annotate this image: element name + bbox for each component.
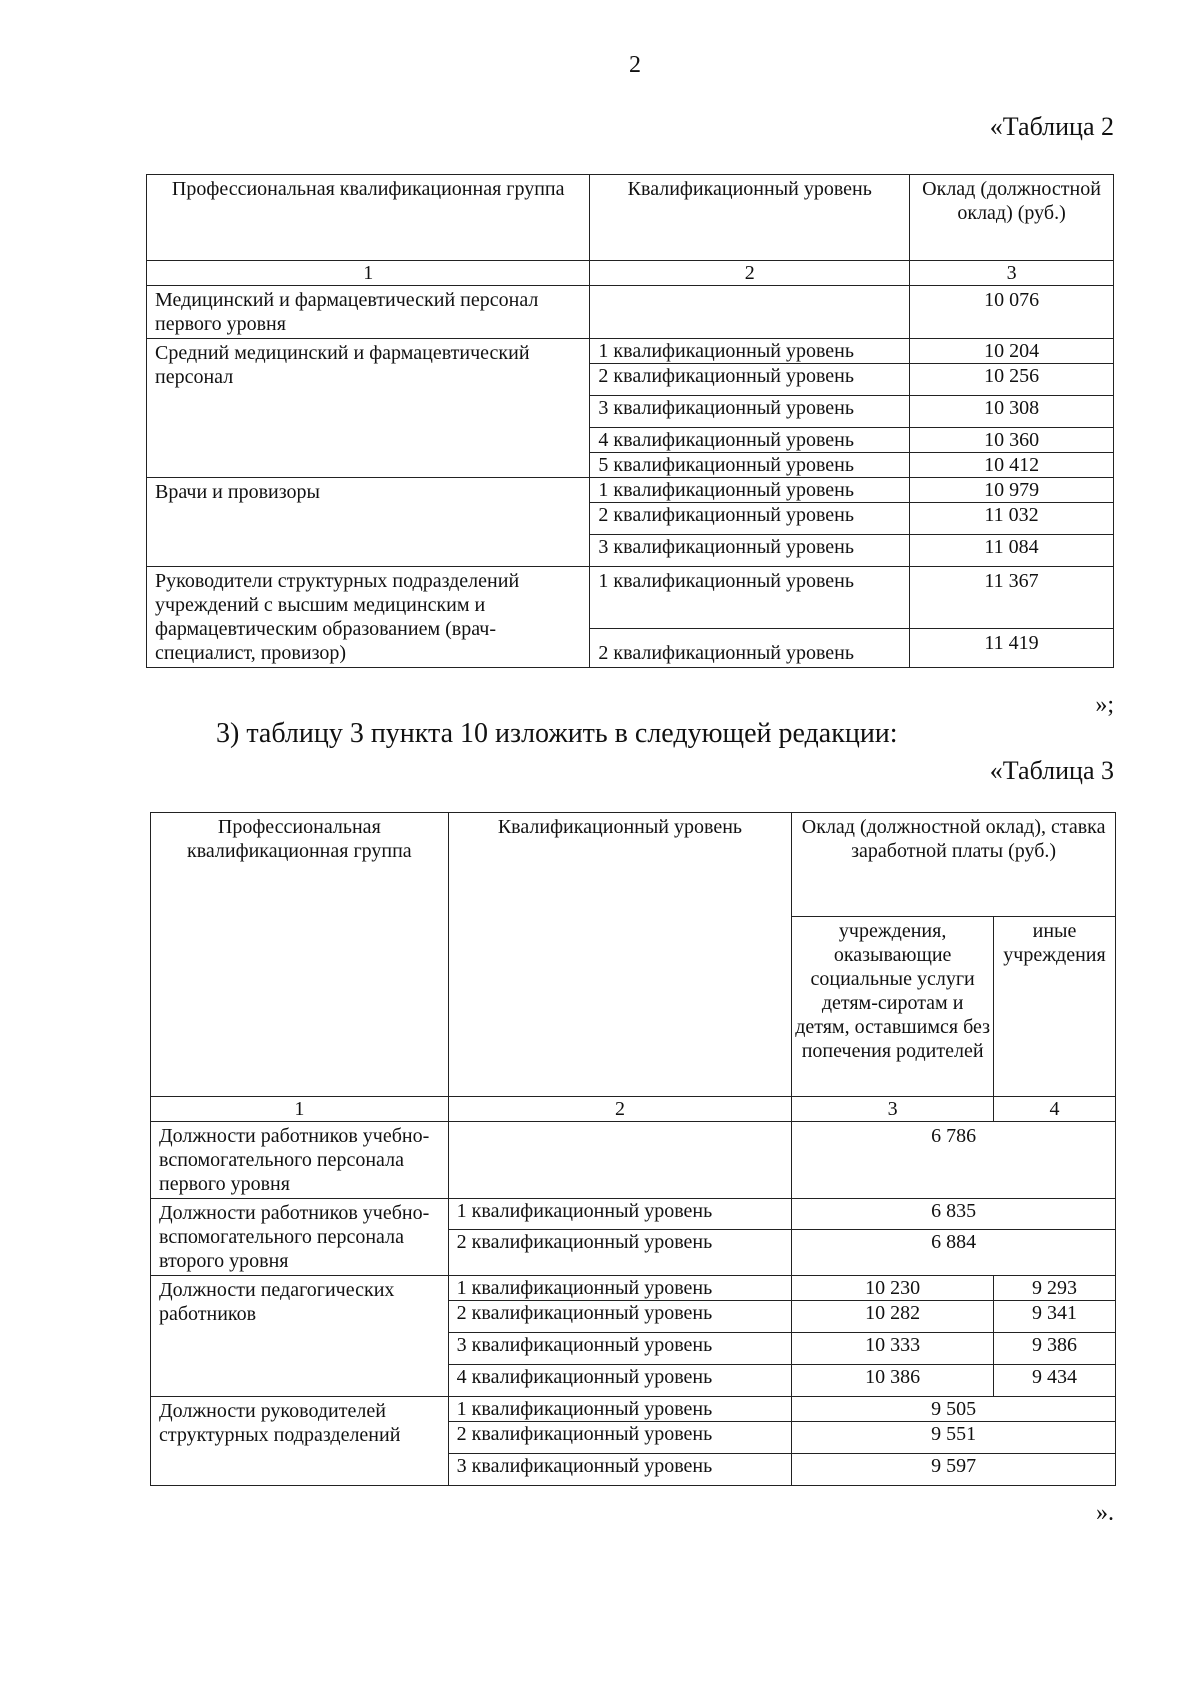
t2-level: 5 квалификационный уровень — [590, 453, 910, 478]
t3-salary-other: 9 293 — [994, 1276, 1116, 1301]
table3-closing: ». — [1096, 1500, 1114, 1526]
page-number: 2 — [629, 52, 641, 78]
t3-group-name: Должности педагогических работников — [151, 1276, 449, 1397]
t2-level — [590, 286, 910, 339]
t3-salary-other: 9 386 — [994, 1333, 1116, 1365]
t3-header-group: Профессиональная квалификационная группа — [151, 813, 449, 1097]
t3-group-name: Должности работников учебно-вспомогательного персонала первого уровня — [151, 1122, 449, 1199]
t2-level: 1 квалификационный уровень — [590, 478, 910, 503]
t2-colnum: 2 — [590, 261, 910, 286]
t3-header-sub2: иные учреждения — [994, 917, 1116, 1097]
t3-salary-social: 10 282 — [792, 1301, 994, 1333]
t2-group-name: Медицинский и фармацевтический персонал первого уровня — [147, 286, 590, 339]
t2-level: 1 квалификационный уровень — [590, 567, 910, 629]
t3-salary: 9 551 — [792, 1422, 1116, 1454]
instruction-text: 3) таблицу 3 пункта 10 изложить в следующей редакции: — [216, 718, 898, 749]
t2-level: 2 квалификационный уровень — [590, 503, 910, 535]
t2-level: 4 квалификационный уровень — [590, 428, 910, 453]
t2-level: 1 квалификационный уровень — [590, 339, 910, 364]
t3-salary-social: 10 386 — [792, 1365, 994, 1397]
t2-salary: 10 979 — [910, 478, 1114, 503]
t3-colnum: 4 — [994, 1097, 1116, 1122]
t3-colnum: 1 — [151, 1097, 449, 1122]
t2-colnum: 1 — [147, 261, 590, 286]
t3-level: 1 квалификационный уровень — [448, 1276, 792, 1301]
t2-salary: 10 076 — [910, 286, 1114, 339]
t2-group-name: Врачи и провизоры — [147, 478, 590, 567]
t2-level: 3 квалификационный уровень — [590, 396, 910, 428]
t3-salary: 6 786 — [792, 1122, 1116, 1199]
t3-salary-other: 9 341 — [994, 1301, 1116, 1333]
t3-colnum: 2 — [448, 1097, 792, 1122]
t3-salary-social: 10 333 — [792, 1333, 994, 1365]
t2-colnum: 3 — [910, 261, 1114, 286]
t2-level: 3 квалификационный уровень — [590, 535, 910, 567]
t2-header-salary: Оклад (должностной оклад) (руб.) — [910, 175, 1114, 261]
t3-header-salary: Оклад (должностной оклад), ставка заработной платы (руб.) — [792, 813, 1116, 917]
t3-header-sub1: учреждения, оказывающие социальные услуги детям-сиротам и детям, оставшимся без попечения родителей — [792, 917, 994, 1097]
t2-salary: 11 032 — [910, 503, 1114, 535]
t3-level: 3 квалификационный уровень — [448, 1454, 792, 1486]
table2-closing: »; — [1095, 692, 1114, 718]
t3-salary-social: 10 230 — [792, 1276, 994, 1301]
t2-salary: 10 308 — [910, 396, 1114, 428]
t3-salary-other: 9 434 — [994, 1365, 1116, 1397]
t2-salary: 10 256 — [910, 364, 1114, 396]
t3-level: 1 квалификационный уровень — [448, 1199, 792, 1230]
table3-caption: «Таблица 3 — [989, 756, 1114, 785]
t3-level: 1 квалификационный уровень — [448, 1397, 792, 1422]
t2-header-level: Квалификационный уровень — [590, 175, 910, 261]
t3-salary: 6 835 — [792, 1199, 1116, 1230]
t2-level: 2 квалификационный уровень — [590, 364, 910, 396]
t2-salary: 10 204 — [910, 339, 1114, 364]
t3-colnum: 3 — [792, 1097, 994, 1122]
t3-level: 4 квалификационный уровень — [448, 1365, 792, 1397]
t3-level: 2 квалификационный уровень — [448, 1422, 792, 1454]
table2 — [146, 174, 1114, 668]
t3-salary: 9 597 — [792, 1454, 1116, 1486]
t3-salary: 6 884 — [792, 1230, 1116, 1276]
t3-header-level: Квалификационный уровень — [448, 813, 792, 1097]
t3-level: 2 квалификационный уровень — [448, 1230, 792, 1276]
table3 — [150, 812, 1116, 1486]
t2-level: 2 квалификационный уровень — [590, 628, 910, 667]
t3-level: 2 квалификационный уровень — [448, 1301, 792, 1333]
t2-salary: 11 367 — [910, 567, 1114, 629]
t3-salary: 9 505 — [792, 1397, 1116, 1422]
t2-salary: 11 419 — [910, 628, 1114, 667]
t2-group-name: Руководители структурных подразделений учреждений с высшим медицинским и фармацевтическим образованием (врач-специалист, провизор) — [147, 567, 590, 668]
t2-salary: 10 412 — [910, 453, 1114, 478]
t3-group-name: Должности руководителей структурных подразделений — [151, 1397, 449, 1486]
t3-level — [448, 1122, 792, 1199]
t2-group-name: Средний медицинский и фармацевтический персонал — [147, 339, 590, 478]
t3-level: 3 квалификационный уровень — [448, 1333, 792, 1365]
t2-salary: 10 360 — [910, 428, 1114, 453]
t3-group-name: Должности работников учебно-вспомогательного персонала второго уровня — [151, 1199, 449, 1276]
table2-caption: «Таблица 2 — [989, 112, 1114, 141]
t2-salary: 11 084 — [910, 535, 1114, 567]
t2-header-group: Профессиональная квалификационная группа — [147, 175, 590, 261]
